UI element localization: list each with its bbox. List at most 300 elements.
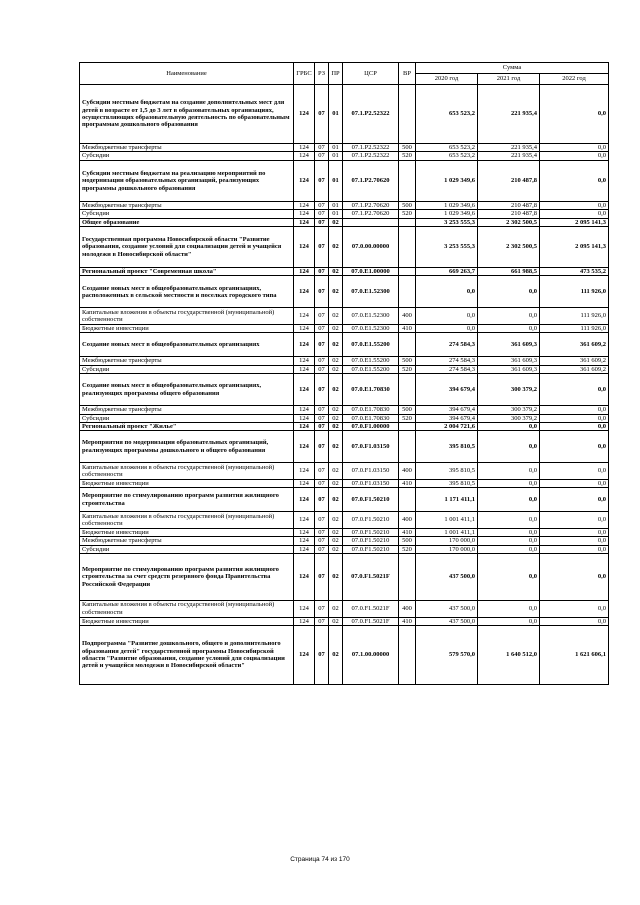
cell-csr: 07.0.F1.50210: [343, 537, 399, 545]
cell-vr: 520: [399, 545, 416, 553]
cell-csr: 07.0.F1.50210: [343, 545, 399, 553]
cell-pr: 01: [329, 160, 343, 201]
table-row: [80, 617, 609, 625]
cell-rz: 07: [315, 488, 329, 512]
cell-y2021: 300 379,2: [478, 374, 540, 406]
table-row: [80, 227, 609, 268]
cell-grbs: 124: [294, 479, 315, 487]
cell-rz: 07: [315, 324, 329, 332]
cell-vr: [399, 431, 416, 463]
cell-csr: 07.1.P2.52322: [343, 152, 399, 160]
cell-grbs: 124: [294, 308, 315, 325]
cell-y2022: 361 609,2: [540, 333, 609, 357]
cell-grbs: 124: [294, 537, 315, 545]
table-row: [80, 463, 609, 480]
cell-pr: 02: [329, 512, 343, 529]
cell-pr: 02: [329, 227, 343, 268]
cell-pr: 02: [329, 357, 343, 365]
cell-vr: 400: [399, 512, 416, 529]
cell-y2021: 0,0: [478, 554, 540, 601]
cell-csr: 07.0.E1.00000: [343, 268, 399, 276]
cell-y2021: 210 487,8: [478, 160, 540, 201]
cell-name: Межбюджетные трансферты: [80, 144, 294, 152]
cell-name: Капитальные вложения в объекты государственной (муниципальной) собственности: [80, 512, 294, 529]
cell-vr: 400: [399, 308, 416, 325]
cell-vr: [399, 488, 416, 512]
table-row: [80, 479, 609, 487]
cell-grbs: 124: [294, 333, 315, 357]
table-row: [80, 512, 609, 529]
cell-y2020: 653 523,2: [416, 85, 478, 144]
cell-csr: 07.1.P2.52322: [343, 144, 399, 152]
cell-y2022: 0,0: [540, 152, 609, 160]
cell-grbs: 124: [294, 85, 315, 144]
cell-name: Бюджетные инвестиции: [80, 528, 294, 536]
cell-pr: 02: [329, 308, 343, 325]
cell-pr: 02: [329, 414, 343, 422]
cell-y2022: 361 609,2: [540, 365, 609, 373]
cell-name: Субсидии: [80, 152, 294, 160]
budget-table: [79, 62, 609, 685]
cell-grbs: 124: [294, 276, 315, 308]
cell-y2021: 0,0: [478, 463, 540, 480]
cell-y2020: 274 584,3: [416, 357, 478, 365]
cell-csr: 07.0.F1.50210: [343, 528, 399, 536]
cell-y2021: 0,0: [478, 479, 540, 487]
cell-y2020: 437 500,0: [416, 617, 478, 625]
cell-y2020: 653 523,2: [416, 144, 478, 152]
cell-y2021: 0,0: [478, 308, 540, 325]
cell-csr: 07.1.P2.70620: [343, 210, 399, 218]
cell-name: Региональный проект "Современная школа": [80, 268, 294, 276]
cell-y2020: 437 500,0: [416, 601, 478, 618]
cell-grbs: 124: [294, 431, 315, 463]
cell-rz: 07: [315, 333, 329, 357]
cell-y2022: 111 926,0: [540, 308, 609, 325]
cell-rz: 07: [315, 357, 329, 365]
cell-vr: [399, 625, 416, 684]
table-row: [80, 422, 609, 430]
page-number: Страница 74 из 170: [290, 856, 350, 863]
cell-y2021: 0,0: [478, 528, 540, 536]
cell-grbs: 124: [294, 463, 315, 480]
cell-csr: 07.0.F1.5021F: [343, 554, 399, 601]
cell-name: Мероприятие по стимулированию программ развития жилищного строительства за счет средств резервного фонда Правительства Российской Федерации: [80, 554, 294, 601]
cell-y2020: 1 029 349,6: [416, 210, 478, 218]
cell-y2020: 669 263,7: [416, 268, 478, 276]
table-row: [80, 152, 609, 160]
header-name: Наименование: [80, 63, 294, 85]
cell-grbs: 124: [294, 152, 315, 160]
cell-rz: 07: [315, 554, 329, 601]
cell-name: Субсидии: [80, 414, 294, 422]
table-row: [80, 554, 609, 601]
table-row: [80, 357, 609, 365]
cell-name: Бюджетные инвестиции: [80, 617, 294, 625]
cell-rz: 07: [315, 537, 329, 545]
cell-y2022: 0,0: [540, 422, 609, 430]
cell-y2020: 274 584,3: [416, 333, 478, 357]
table-row: [80, 488, 609, 512]
cell-y2021: 0,0: [478, 537, 540, 545]
cell-vr: 520: [399, 365, 416, 373]
cell-csr: 07.0.00.00000: [343, 227, 399, 268]
cell-y2022: 0,0: [540, 414, 609, 422]
cell-csr: 07.0.E1.52300: [343, 276, 399, 308]
cell-vr: [399, 218, 416, 226]
cell-y2021: 0,0: [478, 324, 540, 332]
cell-y2020: 2 004 721,6: [416, 422, 478, 430]
cell-csr: 07.0.F1.5021F: [343, 601, 399, 618]
cell-rz: 07: [315, 406, 329, 414]
table-row: [80, 537, 609, 545]
cell-name: Капитальные вложения в объекты государственной (муниципальной) собственности: [80, 601, 294, 618]
cell-name: Государственная программа Новосибирской области "Развитие образования, создание условий для социализации детей и учащейся молодежи в Новосибирской области": [80, 227, 294, 268]
cell-y2022: 0,0: [540, 374, 609, 406]
cell-grbs: 124: [294, 617, 315, 625]
cell-rz: 07: [315, 479, 329, 487]
cell-csr: 07.0.E1.55200: [343, 357, 399, 365]
cell-pr: 02: [329, 422, 343, 430]
table-body: [80, 85, 609, 685]
cell-rz: 07: [315, 218, 329, 226]
cell-csr: 07.0.E1.55200: [343, 333, 399, 357]
cell-y2020: 3 253 555,3: [416, 218, 478, 226]
cell-y2021: 2 302 500,5: [478, 227, 540, 268]
cell-y2020: 1 001 411,1: [416, 512, 478, 529]
header-sum: Сумма: [416, 63, 609, 74]
cell-name: Мероприятия по модернизации образовательных организаций, реализующих программы дошкольного и общего образования: [80, 431, 294, 463]
cell-csr: 07.0.E1.52300: [343, 308, 399, 325]
cell-y2020: 170 000,0: [416, 545, 478, 553]
cell-grbs: 124: [294, 512, 315, 529]
cell-pr: 02: [329, 365, 343, 373]
cell-name: Бюджетные инвестиции: [80, 479, 294, 487]
cell-y2022: 0,0: [540, 554, 609, 601]
cell-y2020: 395 810,5: [416, 463, 478, 480]
table-row: [80, 308, 609, 325]
table-row: [80, 276, 609, 308]
cell-name: Межбюджетные трансферты: [80, 537, 294, 545]
cell-name: Капитальные вложения в объекты государственной (муниципальной) собственности: [80, 308, 294, 325]
table-row: [80, 528, 609, 536]
cell-name: Субсидии: [80, 365, 294, 373]
cell-rz: 07: [315, 414, 329, 422]
cell-name: Создание новых мест в общеобразовательных организациях: [80, 333, 294, 357]
cell-grbs: 124: [294, 414, 315, 422]
cell-y2020: 170 000,0: [416, 537, 478, 545]
cell-y2020: 653 523,2: [416, 152, 478, 160]
cell-rz: 07: [315, 210, 329, 218]
cell-y2021: 210 487,8: [478, 210, 540, 218]
cell-vr: 400: [399, 463, 416, 480]
cell-y2022: 0,0: [540, 210, 609, 218]
table-row: [80, 85, 609, 144]
table-row: [80, 414, 609, 422]
cell-y2020: 394 679,4: [416, 414, 478, 422]
cell-y2022: 0,0: [540, 144, 609, 152]
cell-y2021: 0,0: [478, 512, 540, 529]
cell-y2020: 1 029 349,6: [416, 201, 478, 209]
table-header: [80, 63, 609, 85]
cell-vr: 500: [399, 406, 416, 414]
cell-grbs: 124: [294, 554, 315, 601]
table-row: [80, 324, 609, 332]
cell-y2022: 0,0: [540, 528, 609, 536]
cell-grbs: 124: [294, 210, 315, 218]
cell-csr: 07.0.F1.03150: [343, 431, 399, 463]
cell-csr: [343, 218, 399, 226]
cell-csr: 07.0.E1.55200: [343, 365, 399, 373]
cell-rz: 07: [315, 201, 329, 209]
cell-name: Создание новых мест в общеобразовательных организациях, расположенных в сельской местности и поселках городского типа: [80, 276, 294, 308]
cell-csr: 07.1.00.00000: [343, 625, 399, 684]
cell-name: Подпрограмма "Развитие дошкольного, общего и дополнительного образования детей" государственной программы Новосибирской области "Развитие образования, создание условий для социализации детей и учащейся молодежи в Новосибирской области": [80, 625, 294, 684]
cell-y2022: 0,0: [540, 160, 609, 201]
cell-y2021: 210 487,8: [478, 201, 540, 209]
cell-pr: 01: [329, 144, 343, 152]
cell-vr: [399, 227, 416, 268]
table-row: [80, 431, 609, 463]
cell-y2022: 0,0: [540, 512, 609, 529]
cell-y2021: 661 988,5: [478, 268, 540, 276]
cell-csr: 07.0.F1.50210: [343, 512, 399, 529]
cell-csr: 07.0.F1.03150: [343, 463, 399, 480]
cell-name: Общее образование: [80, 218, 294, 226]
cell-vr: 500: [399, 144, 416, 152]
cell-y2022: 0,0: [540, 601, 609, 618]
cell-y2021: 0,0: [478, 488, 540, 512]
cell-pr: 02: [329, 488, 343, 512]
cell-grbs: 124: [294, 227, 315, 268]
cell-vr: 500: [399, 537, 416, 545]
cell-y2022: 0,0: [540, 537, 609, 545]
cell-pr: 02: [329, 545, 343, 553]
cell-y2022: 0,0: [540, 431, 609, 463]
cell-vr: 520: [399, 210, 416, 218]
cell-name: Субсидии местным бюджетам на создание дополнительных мест для детей в возрасте от 1,5 до 3 лет в образовательных организациях, осуществляющих образовательную деятельность по образовательным программам дошкольного образования: [80, 85, 294, 144]
cell-pr: 01: [329, 201, 343, 209]
cell-y2021: 2 302 500,5: [478, 218, 540, 226]
cell-csr: 07.0.E1.52300: [343, 324, 399, 332]
cell-y2021: 0,0: [478, 276, 540, 308]
cell-y2021: 361 609,3: [478, 365, 540, 373]
header-2021: 2021 год: [478, 74, 540, 85]
cell-y2022: 2 095 141,3: [540, 218, 609, 226]
cell-csr: 07.0.F1.00000: [343, 422, 399, 430]
cell-y2021: 300 379,2: [478, 414, 540, 422]
cell-pr: 02: [329, 431, 343, 463]
cell-grbs: 124: [294, 218, 315, 226]
table-row: [80, 625, 609, 684]
header-2022: 2022 год: [540, 74, 609, 85]
cell-y2021: 300 379,2: [478, 406, 540, 414]
cell-rz: 07: [315, 463, 329, 480]
cell-csr: 07.0.F1.50210: [343, 488, 399, 512]
cell-name: Бюджетные инвестиции: [80, 324, 294, 332]
cell-y2022: 0,0: [540, 406, 609, 414]
cell-grbs: 124: [294, 488, 315, 512]
cell-rz: 07: [315, 227, 329, 268]
cell-rz: 07: [315, 268, 329, 276]
cell-y2022: 0,0: [540, 85, 609, 144]
cell-pr: 02: [329, 324, 343, 332]
cell-y2022: 0,0: [540, 463, 609, 480]
cell-csr: 07.0.F1.5021F: [343, 617, 399, 625]
cell-pr: 01: [329, 152, 343, 160]
cell-grbs: 124: [294, 268, 315, 276]
header-pr: ПР: [329, 63, 343, 85]
cell-name: Межбюджетные трансферты: [80, 406, 294, 414]
cell-grbs: 124: [294, 357, 315, 365]
cell-vr: [399, 160, 416, 201]
table-row: [80, 374, 609, 406]
cell-y2022: 111 926,0: [540, 276, 609, 308]
cell-name: Создание новых мест в общеобразовательных организациях, реализующих программы общего образования: [80, 374, 294, 406]
header-vr: ВР: [399, 63, 416, 85]
cell-y2022: 0,0: [540, 617, 609, 625]
cell-y2020: 437 500,0: [416, 554, 478, 601]
cell-y2021: 0,0: [478, 422, 540, 430]
cell-vr: 410: [399, 617, 416, 625]
cell-y2021: 361 609,3: [478, 333, 540, 357]
cell-pr: 01: [329, 210, 343, 218]
cell-vr: 410: [399, 479, 416, 487]
cell-rz: 07: [315, 160, 329, 201]
cell-grbs: 124: [294, 528, 315, 536]
cell-name: Субсидии: [80, 210, 294, 218]
cell-pr: 02: [329, 625, 343, 684]
cell-csr: 07.1.P2.70620: [343, 201, 399, 209]
cell-rz: 07: [315, 152, 329, 160]
cell-y2020: 1 001 411,1: [416, 528, 478, 536]
cell-vr: 520: [399, 414, 416, 422]
cell-rz: 07: [315, 512, 329, 529]
header-grbs: ГРБС: [294, 63, 315, 85]
cell-y2022: 0,0: [540, 545, 609, 553]
cell-rz: 07: [315, 422, 329, 430]
cell-y2022: 2 095 141,3: [540, 227, 609, 268]
table-row: [80, 333, 609, 357]
cell-grbs: 124: [294, 601, 315, 618]
cell-grbs: 124: [294, 144, 315, 152]
cell-name: Мероприятие по стимулированию программ развития жилищного строительства: [80, 488, 294, 512]
cell-csr: 07.1.P2.70620: [343, 160, 399, 201]
header-rz: РЗ: [315, 63, 329, 85]
table-row: [80, 268, 609, 276]
cell-pr: 02: [329, 333, 343, 357]
cell-y2021: 0,0: [478, 545, 540, 553]
cell-y2021: 221 935,4: [478, 85, 540, 144]
cell-y2022: 111 926,0: [540, 324, 609, 332]
header-2020: 2020 год: [416, 74, 478, 85]
cell-rz: 07: [315, 276, 329, 308]
cell-name: Региональный проект "Жилье": [80, 422, 294, 430]
table-row: [80, 160, 609, 201]
cell-grbs: 124: [294, 160, 315, 201]
cell-y2020: 274 584,3: [416, 365, 478, 373]
cell-vr: 400: [399, 601, 416, 618]
table-row: [80, 365, 609, 373]
cell-y2020: 0,0: [416, 308, 478, 325]
cell-y2022: 0,0: [540, 479, 609, 487]
cell-y2022: 1 621 606,1: [540, 625, 609, 684]
header-csr: ЦСР: [343, 63, 399, 85]
cell-name: Капитальные вложения в объекты государственной (муниципальной) собственности: [80, 463, 294, 480]
cell-vr: 410: [399, 528, 416, 536]
cell-y2022: 361 609,2: [540, 357, 609, 365]
cell-grbs: 124: [294, 545, 315, 553]
cell-vr: 520: [399, 152, 416, 160]
cell-pr: 02: [329, 276, 343, 308]
cell-y2021: 221 935,4: [478, 152, 540, 160]
cell-y2022: 0,0: [540, 488, 609, 512]
cell-y2020: 394 679,4: [416, 406, 478, 414]
cell-vr: [399, 268, 416, 276]
cell-grbs: 124: [294, 422, 315, 430]
cell-rz: 07: [315, 617, 329, 625]
cell-vr: [399, 276, 416, 308]
cell-pr: 02: [329, 479, 343, 487]
cell-y2021: 0,0: [478, 617, 540, 625]
cell-y2020: 395 810,5: [416, 479, 478, 487]
cell-rz: 07: [315, 431, 329, 463]
table-row: [80, 406, 609, 414]
cell-pr: 02: [329, 268, 343, 276]
cell-pr: 02: [329, 617, 343, 625]
cell-grbs: 124: [294, 324, 315, 332]
cell-rz: 07: [315, 528, 329, 536]
cell-pr: 02: [329, 537, 343, 545]
cell-y2022: 473 535,2: [540, 268, 609, 276]
table-row: [80, 545, 609, 553]
cell-vr: 410: [399, 324, 416, 332]
cell-y2020: 0,0: [416, 324, 478, 332]
cell-vr: 500: [399, 201, 416, 209]
cell-pr: 01: [329, 85, 343, 144]
cell-vr: [399, 85, 416, 144]
cell-grbs: 124: [294, 374, 315, 406]
cell-y2020: 0,0: [416, 276, 478, 308]
cell-rz: 07: [315, 365, 329, 373]
table-row: [80, 210, 609, 218]
cell-y2021: 0,0: [478, 601, 540, 618]
cell-vr: [399, 333, 416, 357]
cell-y2021: 361 609,3: [478, 357, 540, 365]
cell-y2020: 1 171 411,1: [416, 488, 478, 512]
cell-vr: [399, 554, 416, 601]
cell-vr: [399, 422, 416, 430]
cell-csr: 07.0.F1.03150: [343, 479, 399, 487]
cell-pr: 02: [329, 218, 343, 226]
cell-grbs: 124: [294, 406, 315, 414]
cell-name: Субсидии: [80, 545, 294, 553]
cell-csr: 07.1.P2.52322: [343, 85, 399, 144]
cell-rz: 07: [315, 308, 329, 325]
cell-vr: 500: [399, 357, 416, 365]
cell-y2020: 1 029 349,6: [416, 160, 478, 201]
cell-name: Межбюджетные трансферты: [80, 201, 294, 209]
cell-y2020: 579 570,0: [416, 625, 478, 684]
table-row: [80, 218, 609, 226]
cell-rz: 07: [315, 85, 329, 144]
cell-vr: [399, 374, 416, 406]
cell-csr: 07.0.E1.70830: [343, 374, 399, 406]
cell-pr: 02: [329, 554, 343, 601]
cell-y2021: 221 935,4: [478, 144, 540, 152]
cell-pr: 02: [329, 406, 343, 414]
cell-name: Межбюджетные трансферты: [80, 357, 294, 365]
